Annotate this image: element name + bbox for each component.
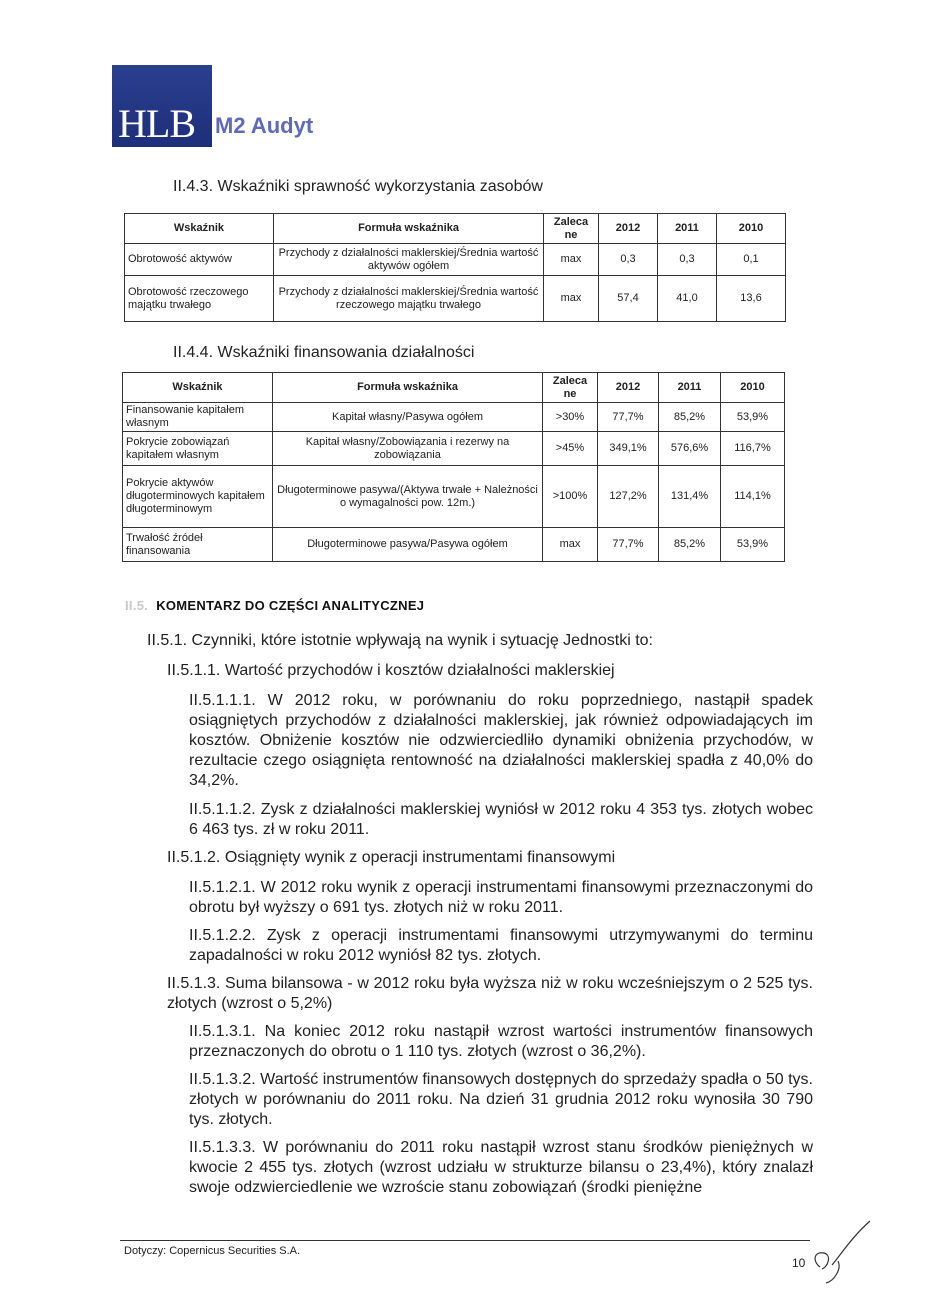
para-5-1-3-1: II.5.1.3.1. Na koniec 2012 roku nastąpił wzrost wartości instrumentów finansowych przeznaczonych do obrotu o 1 110 tys. złotych (wzrost o 36,2%).	[189, 1023, 813, 1060]
table-row	[123, 528, 785, 562]
col-header: 2012	[598, 373, 659, 403]
section-5-title: KOMENTARZ DO CZĘŚCI ANALITYCZNEJ	[156, 598, 425, 613]
para-5-1-3-2: II.5.1.3.2. Wartość instrumentów finansowych dostępnych do sprzedaży spadła o 50 tys. złotych w porównaniu do 2011 roku. Na dzień 31 grudnia 2012 roku wynosiła 30 790 tys. złotych.	[189, 1071, 813, 1128]
col-header: 2011	[659, 373, 721, 403]
cell-rec: >30%	[543, 403, 598, 432]
cell-formula: Długoterminowe pasywa/Pasywa ogółem	[273, 528, 543, 562]
col-header: 2010	[717, 214, 786, 244]
cell-2011: 131,4%	[659, 466, 721, 528]
col-header: Zaleca ne	[544, 214, 599, 244]
col-header: Formuła wskaźnika	[274, 214, 544, 244]
section-443-title: II.4.3. Wskaźniki sprawność wykorzystania zasobów	[173, 178, 543, 195]
table-row	[123, 432, 785, 466]
cell-2011: 41,0	[658, 276, 717, 322]
cell-name: Obrotowość rzeczowego majątku trwałego	[125, 276, 274, 322]
table-row	[125, 244, 786, 276]
cell-2012: 349,1%	[598, 432, 659, 466]
para-5-1-2-2: II.5.1.2.2. Zysk z operacji instrumentami finansowymi utrzymywanymi do terminu zapadalności w roku 2012 wyniósł 82 tys. złotych.	[189, 927, 813, 964]
section-5-number: II.5.	[125, 598, 149, 613]
cell-formula: Długoterminowe pasywa/(Aktywa trwałe + Należności o wymagalności pow. 12m.)	[273, 466, 543, 528]
cell-formula: Przychody z działalności maklerskiej/Średnia wartość rzeczowego majątku trwałego	[274, 276, 544, 322]
cell-rec: max	[544, 276, 599, 322]
section-5-heading	[125, 598, 424, 613]
logo-subtitle: M2 Audyt	[215, 113, 314, 138]
signature-mark	[808, 1215, 878, 1285]
logo-hlb: HLB	[118, 101, 195, 146]
page-number: 10	[792, 1256, 806, 1270]
cell-rec: >45%	[543, 432, 598, 466]
cell-2010: 53,9%	[721, 403, 785, 432]
table-header-row	[125, 214, 786, 244]
cell-2012: 77,7%	[598, 403, 659, 432]
cell-name: Pokrycie zobowiązań kapitałem własnym	[123, 432, 273, 466]
col-header: 2012	[599, 214, 658, 244]
cell-formula: Przychody z działalności maklerskiej/Średnia wartość aktywów ogółem	[274, 244, 544, 276]
col-header: 2010	[721, 373, 785, 403]
table-row	[123, 466, 785, 528]
cell-2010: 116,7%	[721, 432, 785, 466]
para-5-1-3: II.5.1.3. Suma bilansowa - w 2012 roku była wyższa niż w roku wcześniejszym o 2 525 tys. złotych (wzrost o 5,2%)	[167, 975, 813, 1012]
cell-2010: 114,1%	[721, 466, 785, 528]
table-row	[123, 403, 785, 432]
cell-rec: >100%	[543, 466, 598, 528]
col-header: Zaleca ne	[543, 373, 598, 403]
col-header: Wskaźnik	[125, 214, 274, 244]
section-444-title: II.4.4. Wskaźniki finansowania działalności	[173, 344, 475, 361]
cell-2012: 0,3	[599, 244, 658, 276]
cell-2011: 0,3	[658, 244, 717, 276]
table-efficiency	[124, 213, 786, 322]
cell-formula: Kapitał własny/Zobowiązania i rezerwy na zobowiązania	[273, 432, 543, 466]
para-5-1-2-1: II.5.1.2.1. W 2012 roku wynik z operacji instrumentami finansowymi przeznaczonymi do obrotu był wyższy o 691 tys. złotych niż w roku 2011.	[189, 879, 813, 916]
para-5-1: II.5.1. Czynniki, które istotnie wpływają na wynik i sytuację Jednostki to:	[147, 632, 653, 649]
cell-name: Pokrycie aktywów długoterminowych kapitałem długoterminowym	[123, 466, 273, 528]
table-header-row	[123, 373, 785, 403]
para-5-1-1-2: II.5.1.1.2. Zysk z działalności maklerskiej wyniósł w 2012 roku 4 353 tys. złotych wobec 6 463 tys. zł w roku 2011.	[189, 801, 813, 838]
cell-2012: 57,4	[599, 276, 658, 322]
cell-2010: 0,1	[717, 244, 786, 276]
table-row	[125, 276, 786, 322]
cell-name: Finansowanie kapitałem własnym	[123, 403, 273, 432]
table-financing	[122, 372, 785, 562]
cell-name: Trwałość źródeł finansowania	[123, 528, 273, 562]
para-5-1-1-1: II.5.1.1.1. W 2012 roku, w porównaniu do roku poprzedniego, nastąpił spadek osiągniętych przychodów z działalności maklerskiej, jak również odpowiadających im kosztów. Obniżenie kosztów nie odzwierciedliło dynamiki obniżenia przychodów, w rezultacie czego osiągnięta rentowność na działalności maklerskiej spadła z 40,0% do 34,2%.	[189, 692, 813, 789]
cell-rec: max	[544, 244, 599, 276]
cell-2011: 85,2%	[659, 403, 721, 432]
col-header: 2011	[658, 214, 717, 244]
cell-2012: 127,2%	[598, 466, 659, 528]
cell-2011: 576,6%	[659, 432, 721, 466]
para-5-1-1: II.5.1.1. Wartość przychodów i kosztów działalności maklerskiej	[167, 662, 615, 679]
cell-name: Obrotowość aktywów	[125, 244, 274, 276]
cell-rec: max	[543, 528, 598, 562]
cell-2012: 77,7%	[598, 528, 659, 562]
cell-2010: 13,6	[717, 276, 786, 322]
cell-2010: 53,9%	[721, 528, 785, 562]
col-header: Wskaźnik	[123, 373, 273, 403]
para-5-1-3-3: II.5.1.3.3. W porównaniu do 2011 roku nastąpił wzrost stanu środków pieniężnych w kwocie 2 455 tys. złotych (wzrost udziału w strukturze bilansu o 23,4%), który znalazł swoje odzwierciedlenie we wzroście stanu zobowiązań (środki pieniężne	[189, 1139, 813, 1196]
footer-client: Dotyczy: Copernicus Securities S.A.	[124, 1245, 301, 1257]
col-header: Formuła wskaźnika	[273, 373, 543, 403]
footer-divider	[120, 1240, 810, 1241]
para-5-1-2: II.5.1.2. Osiągnięty wynik z operacji instrumentami finansowymi	[167, 849, 616, 866]
cell-formula: Kapitał własny/Pasywa ogółem	[273, 403, 543, 432]
cell-2011: 85,2%	[659, 528, 721, 562]
